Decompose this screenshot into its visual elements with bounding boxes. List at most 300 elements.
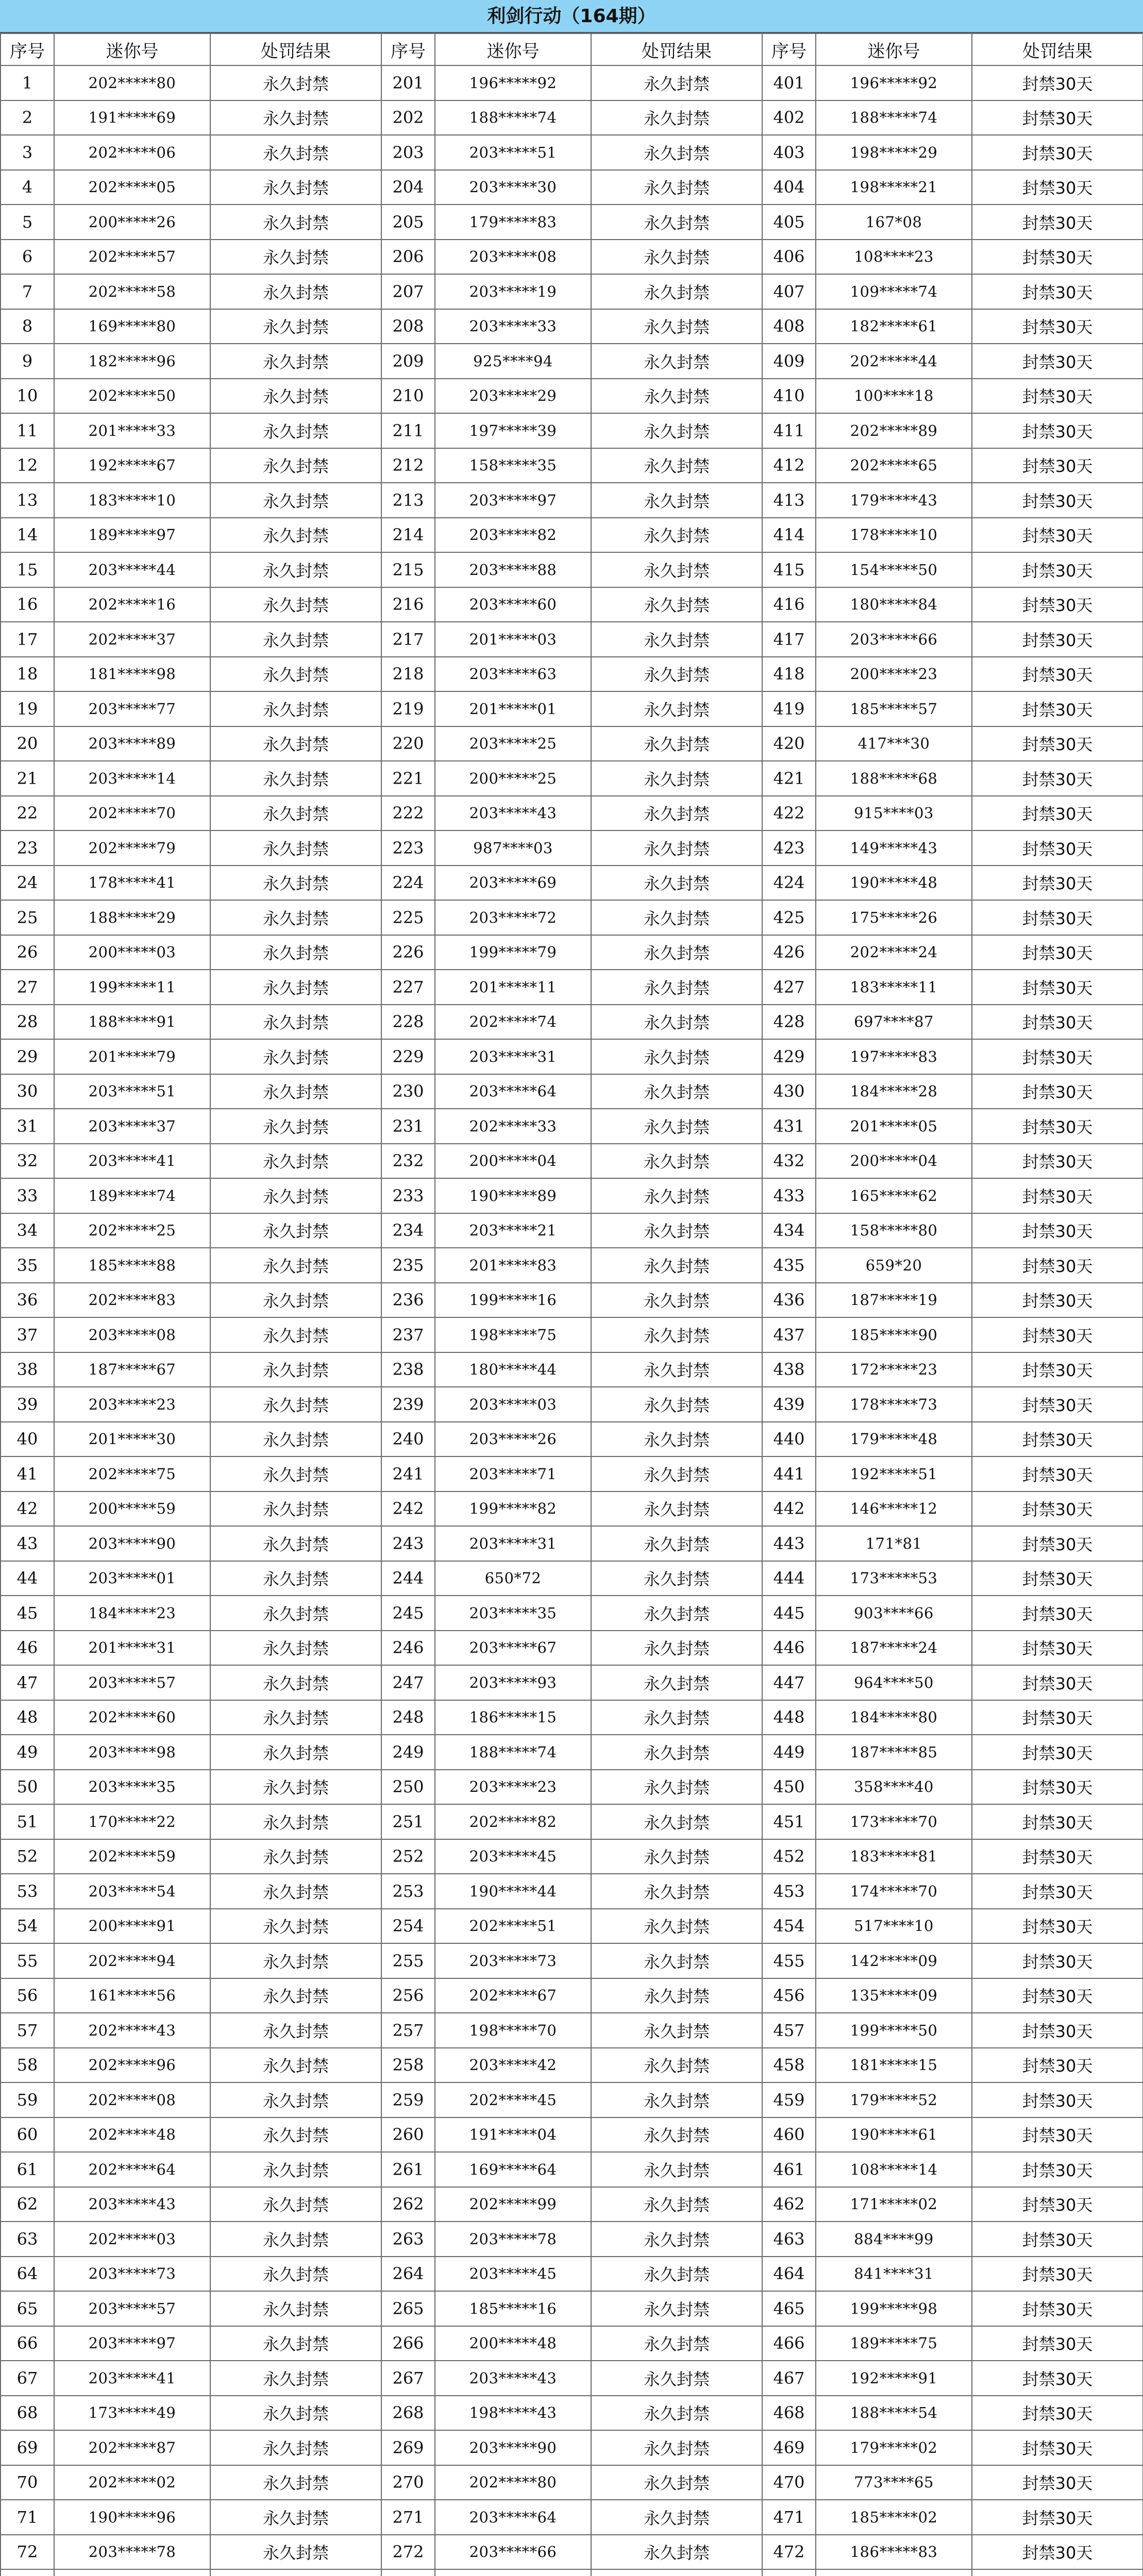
seq-cell: 450 bbox=[762, 1770, 816, 1805]
penalty-cell: 封禁30天 bbox=[972, 587, 1143, 622]
table-row bbox=[1, 1005, 1143, 1040]
table-row bbox=[1, 1387, 1143, 1422]
mini-id-cell: 202*****65 bbox=[816, 448, 972, 483]
seq-cell: 264 bbox=[381, 2257, 435, 2292]
penalty-cell: 永久封禁 bbox=[210, 761, 381, 796]
seq-cell: 63 bbox=[1, 2222, 54, 2257]
penalty-cell: 封禁30天 bbox=[972, 1422, 1143, 1457]
mini-id-cell: 203*****93 bbox=[435, 1665, 591, 1700]
mini-id-cell: 203*****82 bbox=[435, 518, 591, 553]
mini-id-cell: 197*****39 bbox=[435, 413, 591, 448]
mini-id-cell: 203*****14 bbox=[54, 761, 210, 796]
penalty-cell: 永久封禁 bbox=[591, 1631, 762, 1666]
seq-cell: 32 bbox=[1, 1144, 54, 1179]
seq-cell: 252 bbox=[381, 1839, 435, 1874]
mini-id-cell: 179*****83 bbox=[435, 205, 591, 240]
mini-id-cell: 202*****83 bbox=[54, 1283, 210, 1318]
penalty-cell: 永久封禁 bbox=[591, 65, 762, 100]
penalty-cell: 封禁30天 bbox=[972, 2082, 1143, 2117]
penalty-cell: 永久封禁 bbox=[210, 1074, 381, 1109]
seq-cell: 248 bbox=[381, 1700, 435, 1735]
seq-cell: 415 bbox=[762, 552, 816, 587]
seq-cell: 209 bbox=[381, 344, 435, 379]
penalty-cell: 永久封禁 bbox=[210, 1039, 381, 1074]
penalty-cell: 封禁30天 bbox=[972, 1631, 1143, 1666]
penalty-cell: 永久封禁 bbox=[210, 1144, 381, 1179]
penalty-cell: 封禁30天 bbox=[972, 1456, 1143, 1492]
seq-cell: 256 bbox=[381, 1978, 435, 2013]
penalty-cell: 永久封禁 bbox=[591, 831, 762, 866]
penalty-cell: 永久封禁 bbox=[210, 587, 381, 622]
table-row bbox=[1, 170, 1143, 205]
mini-id-cell: 174*****70 bbox=[816, 1874, 972, 1909]
seq-cell: 432 bbox=[762, 1144, 816, 1179]
seq-cell: 429 bbox=[762, 1039, 816, 1074]
seq-cell: 263 bbox=[381, 2222, 435, 2257]
table-row bbox=[1, 1665, 1143, 1700]
penalty-cell: 永久封禁 bbox=[210, 1735, 381, 1770]
table-row bbox=[1, 2013, 1143, 2048]
mini-id-cell: 884****99 bbox=[816, 2222, 972, 2257]
header-penalty: 处罚结果 bbox=[591, 33, 762, 65]
penalty-cell: 永久封禁 bbox=[591, 587, 762, 622]
seq-cell: 25 bbox=[1, 900, 54, 935]
mini-id-cell: 517****10 bbox=[816, 1909, 972, 1944]
table-row bbox=[1, 657, 1143, 692]
penalty-cell: 封禁30天 bbox=[972, 1909, 1143, 1944]
mini-id-cell: 185*****88 bbox=[54, 1248, 210, 1283]
penalty-cell: 永久封禁 bbox=[210, 1978, 381, 2013]
penalty-cell: 永久封禁 bbox=[210, 691, 381, 726]
penalty-cell: 永久封禁 bbox=[591, 1909, 762, 1944]
mini-id-cell: 191*****04 bbox=[435, 2117, 591, 2153]
seq-cell: 60 bbox=[1, 2117, 54, 2153]
table-row bbox=[1, 1109, 1143, 1144]
penalty-cell: 永久封禁 bbox=[591, 170, 762, 205]
penalty-cell: 永久封禁 bbox=[591, 900, 762, 935]
seq-cell: 438 bbox=[762, 1352, 816, 1387]
penalty-cell: 封禁30天 bbox=[972, 1387, 1143, 1422]
mini-id-cell: 184*****28 bbox=[816, 1074, 972, 1109]
table-row bbox=[1, 483, 1143, 518]
penalty-cell: 永久封禁 bbox=[591, 1456, 762, 1492]
table-row bbox=[1, 622, 1143, 657]
seq-cell: 405 bbox=[762, 205, 816, 240]
mini-id-cell: 202*****08 bbox=[54, 2082, 210, 2117]
mini-id-cell: 199*****82 bbox=[435, 1492, 591, 1527]
mini-id-cell: 202*****67 bbox=[435, 1978, 591, 2013]
penalty-cell: 永久封禁 bbox=[210, 274, 381, 309]
penalty-cell: 封禁30天 bbox=[972, 622, 1143, 657]
penalty-cell: 永久封禁 bbox=[210, 2535, 381, 2570]
mini-id-cell: 203*****78 bbox=[435, 2222, 591, 2257]
seq-cell: 451 bbox=[762, 1804, 816, 1839]
mini-id-cell: 171*****02 bbox=[816, 2187, 972, 2222]
mini-id-cell: 185*****02 bbox=[816, 2500, 972, 2535]
mini-id-cell: 188*****54 bbox=[816, 2396, 972, 2431]
mini-id-cell: 184*****80 bbox=[816, 1700, 972, 1735]
seq-cell: 15 bbox=[1, 552, 54, 587]
seq-cell: 35 bbox=[1, 1248, 54, 1283]
penalty-cell: 永久封禁 bbox=[591, 1109, 762, 1144]
penalty-cell: 永久封禁 bbox=[210, 622, 381, 657]
seq-cell: 59 bbox=[1, 2082, 54, 2117]
seq-cell: 56 bbox=[1, 1978, 54, 2013]
mini-id-cell: 202*****06 bbox=[54, 135, 210, 170]
seq-cell: 39 bbox=[1, 1387, 54, 1422]
seq-cell: 12 bbox=[1, 448, 54, 483]
seq-cell: 233 bbox=[381, 1178, 435, 1213]
seq-cell: 16 bbox=[1, 587, 54, 622]
seq-cell: 72 bbox=[1, 2535, 54, 2570]
mini-id-cell: 202*****70 bbox=[54, 796, 210, 831]
mini-id-cell: 161*****56 bbox=[54, 1978, 210, 2013]
seq-cell: 31 bbox=[1, 1109, 54, 1144]
mini-id-cell: 203*****45 bbox=[435, 1839, 591, 1874]
seq-cell: 65 bbox=[1, 2291, 54, 2326]
table-row bbox=[1, 1248, 1143, 1283]
mini-id-cell: 650*72 bbox=[435, 1561, 591, 1596]
mini-id-cell: 202*****79 bbox=[54, 831, 210, 866]
mini-id-cell: 203*****35 bbox=[435, 1596, 591, 1631]
penalty-cell: 永久封禁 bbox=[591, 1283, 762, 1318]
mini-id-cell: 190*****89 bbox=[435, 1178, 591, 1213]
mini-id-cell bbox=[816, 2569, 972, 2576]
table-row bbox=[1, 900, 1143, 935]
table-row bbox=[1, 344, 1143, 379]
header-seq: 序号 bbox=[381, 33, 435, 65]
penalty-cell: 永久封禁 bbox=[591, 205, 762, 240]
seq-cell: 232 bbox=[381, 1144, 435, 1179]
table-row bbox=[1, 552, 1143, 587]
penalty-cell: 永久封禁 bbox=[591, 1735, 762, 1770]
penalty-cell: 封禁30天 bbox=[972, 1770, 1143, 1805]
penalty-cell: 永久封禁 bbox=[210, 2361, 381, 2396]
mini-id-cell: 202*****03 bbox=[54, 2222, 210, 2257]
penalty-cell: 永久封禁 bbox=[591, 1561, 762, 1596]
seq-cell: 471 bbox=[762, 2500, 816, 2535]
seq-cell: 402 bbox=[762, 100, 816, 135]
penalty-cell: 永久封禁 bbox=[210, 970, 381, 1005]
seq-cell: 48 bbox=[1, 1700, 54, 1735]
mini-id-cell: 202*****80 bbox=[54, 65, 210, 100]
mini-id-cell: 196*****92 bbox=[435, 65, 591, 100]
mini-id-cell: 202*****60 bbox=[54, 1700, 210, 1735]
mini-id-cell: 202*****64 bbox=[54, 2152, 210, 2187]
seq-cell: 58 bbox=[1, 2048, 54, 2083]
mini-id-cell: 202*****75 bbox=[54, 1456, 210, 1492]
seq-cell: 406 bbox=[762, 240, 816, 275]
table-row bbox=[1, 831, 1143, 866]
seq-cell: 463 bbox=[762, 2222, 816, 2257]
seq-cell: 28 bbox=[1, 1005, 54, 1040]
seq-cell: 270 bbox=[381, 2465, 435, 2500]
seq-cell: 434 bbox=[762, 1213, 816, 1248]
penalty-cell: 封禁30天 bbox=[972, 240, 1143, 275]
seq-cell: 271 bbox=[381, 2500, 435, 2535]
penalty-cell: 永久封禁 bbox=[210, 1839, 381, 1874]
seq-cell: 417 bbox=[762, 622, 816, 657]
mini-id-cell: 179*****48 bbox=[816, 1422, 972, 1457]
table-row bbox=[1, 1770, 1143, 1805]
mini-id-cell: 201*****11 bbox=[435, 970, 591, 1005]
mini-id-cell: 186*****15 bbox=[435, 1700, 591, 1735]
table-row bbox=[1, 2361, 1143, 2396]
table-row bbox=[1, 2500, 1143, 2535]
penalty-cell: 封禁30天 bbox=[972, 2152, 1143, 2187]
penalty-cell: 永久封禁 bbox=[210, 100, 381, 135]
mini-id-cell: 202*****44 bbox=[816, 344, 972, 379]
mini-id-cell: 167*08 bbox=[816, 205, 972, 240]
mini-id-cell: 203*****90 bbox=[435, 2430, 591, 2465]
penalty-cell: 永久封禁 bbox=[591, 1665, 762, 1700]
seq-cell: 236 bbox=[381, 1283, 435, 1318]
mini-id-cell: 199*****11 bbox=[54, 970, 210, 1005]
penalty-cell: 永久封禁 bbox=[591, 1317, 762, 1352]
penalty-cell: 永久封禁 bbox=[210, 1492, 381, 1527]
mini-id-cell: 203*****77 bbox=[54, 691, 210, 726]
table-row bbox=[1, 2396, 1143, 2431]
seq-cell: 425 bbox=[762, 900, 816, 935]
penalty-cell: 封禁30天 bbox=[972, 1665, 1143, 1700]
seq-cell: 21 bbox=[1, 761, 54, 796]
penalty-cell: 永久封禁 bbox=[591, 1144, 762, 1179]
penalty-cell: 永久封禁 bbox=[591, 518, 762, 553]
seq-cell: 467 bbox=[762, 2361, 816, 2396]
seq-cell: 404 bbox=[762, 170, 816, 205]
mini-id-cell: 188*****74 bbox=[435, 100, 591, 135]
penalty-cell: 永久封禁 bbox=[210, 1596, 381, 1631]
mini-id-cell: 202*****43 bbox=[54, 2013, 210, 2048]
mini-id-cell: 169*****80 bbox=[54, 309, 210, 344]
seq-cell: 272 bbox=[381, 2535, 435, 2570]
penalty-cell: 封禁30天 bbox=[972, 2222, 1143, 2257]
mini-id-cell: 202*****50 bbox=[54, 379, 210, 414]
table-row bbox=[1, 691, 1143, 726]
mini-id-cell: 202*****57 bbox=[54, 240, 210, 275]
mini-id-cell: 203*****08 bbox=[54, 1317, 210, 1352]
penalty-cell: 永久封禁 bbox=[210, 483, 381, 518]
penalty-cell: 永久封禁 bbox=[591, 2152, 762, 2187]
mini-id-cell: 203*****31 bbox=[435, 1039, 591, 1074]
penalty-cell: 永久封禁 bbox=[591, 274, 762, 309]
seq-cell bbox=[1, 2569, 54, 2576]
mini-id-cell: 178*****10 bbox=[816, 518, 972, 553]
table-row bbox=[1, 2117, 1143, 2153]
table-row bbox=[1, 1943, 1143, 1978]
mini-id-cell: 190*****44 bbox=[435, 1874, 591, 1909]
penalty-cell: 永久封禁 bbox=[591, 935, 762, 970]
seq-cell: 6 bbox=[1, 240, 54, 275]
mini-id-cell: 149*****43 bbox=[816, 831, 972, 866]
penalty-cell: 永久封禁 bbox=[210, 1422, 381, 1457]
seq-cell: 448 bbox=[762, 1700, 816, 1735]
penalty-cell: 永久封禁 bbox=[591, 1839, 762, 1874]
penalty-cell: 永久封禁 bbox=[591, 344, 762, 379]
penalty-cell: 永久封禁 bbox=[210, 135, 381, 170]
mini-id-cell: 181*****15 bbox=[816, 2048, 972, 2083]
table-row bbox=[1, 1422, 1143, 1457]
penalty-cell: 永久封禁 bbox=[591, 691, 762, 726]
penalty-cell: 封禁30天 bbox=[972, 2500, 1143, 2535]
table-row bbox=[1, 1839, 1143, 1874]
penalty-cell: 永久封禁 bbox=[591, 1700, 762, 1735]
seq-cell: 235 bbox=[381, 1248, 435, 1283]
mini-id-cell: 201*****33 bbox=[54, 413, 210, 448]
seq-cell: 11 bbox=[1, 413, 54, 448]
mini-id-cell: 203*****37 bbox=[54, 1109, 210, 1144]
mini-id-cell: 200*****03 bbox=[54, 935, 210, 970]
table-row bbox=[1, 1526, 1143, 1561]
mini-id-cell: 100****18 bbox=[816, 379, 972, 414]
penalty-cell: 封禁30天 bbox=[972, 726, 1143, 761]
mini-id-cell: 175*****26 bbox=[816, 900, 972, 935]
mini-id-cell: 417***30 bbox=[816, 726, 972, 761]
penalty-cell: 封禁30天 bbox=[972, 2326, 1143, 2361]
table-row bbox=[1, 2326, 1143, 2361]
penalty-cell: 封禁30天 bbox=[972, 657, 1143, 692]
seq-cell bbox=[762, 2569, 816, 2576]
seq-cell: 40 bbox=[1, 1422, 54, 1457]
mini-id-cell: 187*****19 bbox=[816, 1283, 972, 1318]
penalty-cell: 永久封禁 bbox=[591, 2326, 762, 2361]
seq-cell: 246 bbox=[381, 1631, 435, 1666]
seq-cell: 202 bbox=[381, 100, 435, 135]
table-row bbox=[1, 1213, 1143, 1248]
penalty-cell: 永久封禁 bbox=[210, 309, 381, 344]
seq-cell: 52 bbox=[1, 1839, 54, 1874]
mini-id-cell: 198*****43 bbox=[435, 2396, 591, 2431]
seq-cell: 216 bbox=[381, 587, 435, 622]
mini-id-cell: 203*****66 bbox=[816, 622, 972, 657]
seq-cell: 13 bbox=[1, 483, 54, 518]
seq-cell: 219 bbox=[381, 691, 435, 726]
mini-id-cell: 202*****82 bbox=[435, 1804, 591, 1839]
mini-id-cell: 202*****74 bbox=[435, 1005, 591, 1040]
penalty-cell: 永久封禁 bbox=[210, 1456, 381, 1492]
seq-cell: 245 bbox=[381, 1596, 435, 1631]
seq-cell: 249 bbox=[381, 1735, 435, 1770]
penalty-cell: 永久封禁 bbox=[210, 2396, 381, 2431]
penalty-cell: 永久封禁 bbox=[591, 1422, 762, 1457]
mini-id-cell bbox=[435, 2569, 591, 2576]
mini-id-cell: 181*****98 bbox=[54, 657, 210, 692]
penalty-cell: 永久封禁 bbox=[591, 2500, 762, 2535]
seq-cell: 459 bbox=[762, 2082, 816, 2117]
table-row bbox=[1, 1804, 1143, 1839]
table-row bbox=[1, 1178, 1143, 1213]
mini-id-cell: 841****31 bbox=[816, 2257, 972, 2292]
mini-id-cell: 146*****12 bbox=[816, 1492, 972, 1527]
table-row bbox=[1, 448, 1143, 483]
penalty-cell: 永久封禁 bbox=[210, 2500, 381, 2535]
mini-id-cell: 173*****70 bbox=[816, 1804, 972, 1839]
penalty-cell: 永久封禁 bbox=[591, 1352, 762, 1387]
seq-cell: 416 bbox=[762, 587, 816, 622]
seq-cell: 253 bbox=[381, 1874, 435, 1909]
seq-cell: 421 bbox=[762, 761, 816, 796]
table-row bbox=[1, 2257, 1143, 2292]
table-row bbox=[1, 65, 1143, 100]
seq-cell: 422 bbox=[762, 796, 816, 831]
penalty-cell: 永久封禁 bbox=[210, 2048, 381, 2083]
mini-id-cell: 203*****43 bbox=[54, 2187, 210, 2222]
mini-id-cell bbox=[54, 2569, 210, 2576]
mini-id-cell: 183*****81 bbox=[816, 1839, 972, 1874]
penalty-cell: 封禁30天 bbox=[972, 2187, 1143, 2222]
table-row bbox=[1, 2535, 1143, 2570]
seq-cell: 426 bbox=[762, 935, 816, 970]
seq-cell: 201 bbox=[381, 65, 435, 100]
penalty-cell: 永久封禁 bbox=[210, 2187, 381, 2222]
seq-cell: 242 bbox=[381, 1492, 435, 1527]
mini-id-cell: 188*****74 bbox=[435, 1735, 591, 1770]
seq-cell: 27 bbox=[1, 970, 54, 1005]
mini-id-cell: 203*****51 bbox=[435, 135, 591, 170]
penalty-cell: 永久封禁 bbox=[591, 2291, 762, 2326]
seq-cell: 9 bbox=[1, 344, 54, 379]
mini-id-cell: 198*****21 bbox=[816, 170, 972, 205]
seq-cell: 53 bbox=[1, 1874, 54, 1909]
header-penalty: 处罚结果 bbox=[972, 33, 1143, 65]
penalty-cell: 封禁30天 bbox=[972, 2535, 1143, 2570]
seq-cell: 445 bbox=[762, 1596, 816, 1631]
mini-id-cell: 203*****64 bbox=[435, 2500, 591, 2535]
table-row bbox=[1, 135, 1143, 170]
penalty-cell: 永久封禁 bbox=[591, 413, 762, 448]
seq-cell: 420 bbox=[762, 726, 816, 761]
penalty-cell: 封禁30天 bbox=[972, 1492, 1143, 1527]
seq-cell: 238 bbox=[381, 1352, 435, 1387]
seq-cell: 3 bbox=[1, 135, 54, 170]
seq-cell: 239 bbox=[381, 1387, 435, 1422]
seq-cell: 247 bbox=[381, 1665, 435, 1700]
penalty-cell: 永久封禁 bbox=[591, 2117, 762, 2153]
penalty-cell: 永久封禁 bbox=[591, 240, 762, 275]
mini-id-cell: 198*****75 bbox=[435, 1317, 591, 1352]
penalty-cell: 封禁30天 bbox=[972, 448, 1143, 483]
mini-id-cell: 202*****94 bbox=[54, 1943, 210, 1978]
mini-id-cell: 202*****48 bbox=[54, 2117, 210, 2153]
seq-cell: 462 bbox=[762, 2187, 816, 2222]
table-row bbox=[1, 2569, 1143, 2576]
penalty-cell: 永久封禁 bbox=[210, 1109, 381, 1144]
seq-cell: 265 bbox=[381, 2291, 435, 2326]
penalty-cell: 永久封禁 bbox=[210, 726, 381, 761]
mini-id-cell: 187*****67 bbox=[54, 1352, 210, 1387]
penalty-cell: 永久封禁 bbox=[210, 2222, 381, 2257]
seq-cell: 38 bbox=[1, 1352, 54, 1387]
seq-cell: 206 bbox=[381, 240, 435, 275]
mini-id-cell: 203*****57 bbox=[54, 2291, 210, 2326]
table-row bbox=[1, 205, 1143, 240]
penalty-cell: 永久封禁 bbox=[591, 657, 762, 692]
penalty-cell: 永久封禁 bbox=[210, 2152, 381, 2187]
seq-cell: 30 bbox=[1, 1074, 54, 1109]
penalty-cell: 永久封禁 bbox=[591, 1005, 762, 1040]
penalty-cell: 封禁30天 bbox=[972, 2048, 1143, 2083]
penalty-cell: 封禁30天 bbox=[972, 1352, 1143, 1387]
mini-id-cell: 201*****01 bbox=[435, 691, 591, 726]
mini-id-cell: 178*****41 bbox=[54, 866, 210, 901]
penalty-cell bbox=[210, 2569, 381, 2576]
seq-cell: 234 bbox=[381, 1213, 435, 1248]
mini-id-cell: 202*****16 bbox=[54, 587, 210, 622]
penalty-cell: 封禁30天 bbox=[972, 483, 1143, 518]
seq-cell: 243 bbox=[381, 1526, 435, 1561]
penalty-cell: 封禁30天 bbox=[972, 518, 1143, 553]
seq-cell: 2 bbox=[1, 100, 54, 135]
